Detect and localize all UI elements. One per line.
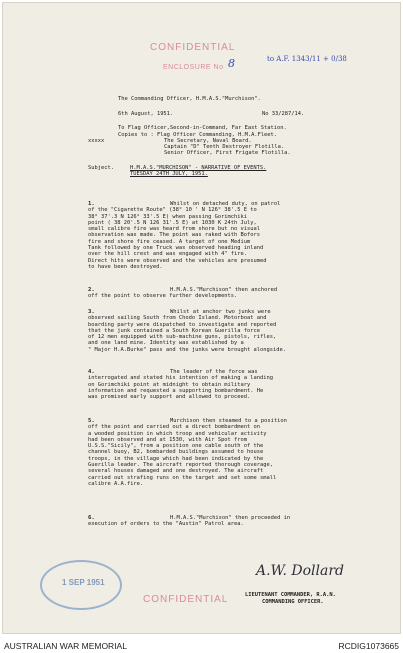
paragraph-line: several houses damaged and one destroyed. The aircraft: [88, 468, 264, 475]
copies-line-3: Captain "D" Tenth Destroyer Flotilla.: [164, 144, 285, 150]
paragraph-line: off the point and carried out a direct bombardment on: [88, 424, 261, 431]
paragraph-line: Tank followed by one Truck was observed heading inland: [88, 245, 264, 252]
paragraph-line: was promised early support and allowed to proceed.: [88, 394, 251, 401]
paragraph-line: execution of orders to the "Austin" Patrol area.: [88, 521, 244, 528]
paragraph-line: boarding party were dispatched to investigate and reported: [88, 321, 277, 328]
paragraph-line: troops, in the village which had been indicated by the: [88, 455, 264, 462]
paragraph-1: [88, 201, 280, 270]
paragraph-line: had been observed and at 1530, with Air Spot from: [88, 436, 248, 443]
paragraph-line: U.S.S."Sicily", from a position one cable south of the: [88, 443, 264, 450]
paragraph-number-1: 1.: [88, 201, 95, 207]
confidential-stamp-bottom: CONFIDENTIAL: [143, 594, 229, 605]
paragraph-line: observed sailing South from Chodo Island. Motorboat and: [88, 315, 267, 322]
paragraph-4: [88, 369, 273, 400]
paragraph-line: Murchison then steamed to a position: [170, 418, 287, 424]
enclosure-reference: to A.F. 1343/11 + 0/38: [267, 55, 347, 63]
paragraph-number-4: 4.: [88, 369, 95, 375]
archive-id: RCDIG1073665: [338, 641, 399, 651]
paragraph-line: The leader of the force was: [170, 369, 258, 375]
paragraph-line: over the hill crest and was engaged with 4" fire.: [88, 251, 248, 258]
paragraph-line: Whilst at anchor two junks were: [170, 309, 271, 315]
reference-number: No 33/287/14.: [262, 111, 305, 117]
paragraph-2: [88, 287, 277, 300]
copies-line-4: Senior Officer, First Frigate Flotilla.: [164, 150, 291, 156]
paragraph-line: H.M.A.S."Murchison" then proceeded in: [170, 515, 291, 521]
paragraph-line: a wooded position in which troop and vehicular activity: [88, 430, 267, 437]
paragraph-line: of the "Cigarette Route" (38° 10 ' N 126° 38'.5 E to: [88, 207, 257, 214]
paragraph-line: Guerilla leader. The aircraft reported thorough coverage,: [88, 462, 273, 469]
subject-line-1: H.M.A.S."MURCHISON" - NARRATIVE OF EVENTS.: [130, 165, 267, 171]
paragraph-line: 38° 37'.3 N 126° 33'.5 E) when passing Gorimchiki: [88, 213, 248, 220]
paragraph-line: interrogated and stated his intention of making a landing: [88, 375, 273, 382]
confidential-stamp-top: CONFIDENTIAL: [150, 42, 236, 53]
subject-line-2: TUESDAY 24TH JULY, 1951.: [130, 171, 208, 177]
to-line: To Flag Officer,Second-in-Command, Far East Station.: [118, 125, 287, 131]
subject-label: Subject.: [88, 165, 114, 171]
paragraph-5: [88, 418, 287, 487]
paragraph-line: Whilst on detached duty, on patrol: [170, 201, 281, 207]
received-date: 1 SEP 1951: [62, 578, 105, 587]
paragraph-line: of 12 men equipped with sub-machine guns, pistols, rifles,: [88, 334, 277, 341]
paragraph-6: [88, 515, 290, 528]
copies-line-2: The Secretary, Naval Board.: [164, 138, 252, 144]
archive-credit: AUSTRALIAN WAR MEMORIAL: [4, 641, 127, 651]
enclosure-label: ENCLOSURE No: [163, 64, 224, 71]
paragraph-line: and one land mine. Identity was established by a: [88, 340, 244, 347]
signatory-title: COMMANDING OFFICER.: [262, 599, 324, 605]
copies-line-1: Copies to : Flag Officer Commanding, H.M.A.Fleet.: [118, 132, 278, 138]
signatory-rank: LIEUTENANT COMMANDER, R.A.N.: [245, 592, 336, 598]
paragraph-line: off the point to observe further developments.: [88, 293, 238, 300]
paragraph-line: observation was made. The point was raked with Bofors: [88, 232, 261, 239]
margin-marker: xxxxx: [88, 138, 105, 144]
paragraph-number-3: 3.: [88, 309, 95, 315]
paragraph-line: Direct hits were observed and the vehicles are presumed: [88, 257, 267, 264]
paragraph-line: fire and shore fire ceased. A target of one Medium: [88, 238, 251, 245]
enclosure-number: 8: [228, 57, 235, 70]
from-line: The Commanding Officer, H.M.A.S."Murchison".: [118, 96, 261, 102]
paragraph-line: point ( 38 20'.5 N 126 31'.5 E) at 1030 K 24th July,: [88, 219, 257, 226]
paragraph-line: carried out strafing runs on the target and set some small: [88, 474, 277, 481]
paragraph-line: calibre A.A.fire.: [88, 480, 144, 487]
paragraph-number-5: 5.: [88, 418, 95, 424]
paragraph-line: information and requested a supporting bombardment. He: [88, 387, 264, 394]
paragraph-line: small calibre fire was heard from shore but no visual: [88, 226, 261, 233]
paragraph-3: [88, 309, 286, 353]
handwritten-signature: A.W. Dollard: [256, 563, 345, 579]
paragraph-line: to have been destroyed.: [88, 263, 163, 270]
paragraph-line: channel buoy, B2, bombarded buildings assumed to house: [88, 449, 264, 456]
paragraph-number-2: 2.: [88, 287, 95, 293]
date-line: 6th August, 1951.: [118, 111, 174, 117]
paragraph-line: " Major H.A.Burke" pass and the junks were brought alongside.: [88, 346, 286, 353]
paragraph-line: that the junk contained a South Korean Guerilla force: [88, 327, 261, 334]
paragraph-line: H.M.A.S."Murchison" then anchored: [170, 287, 278, 293]
paragraph-line: on Gorimchiki point at midnight to obtain military: [88, 381, 251, 388]
paragraph-number-6: 6.: [88, 515, 95, 521]
